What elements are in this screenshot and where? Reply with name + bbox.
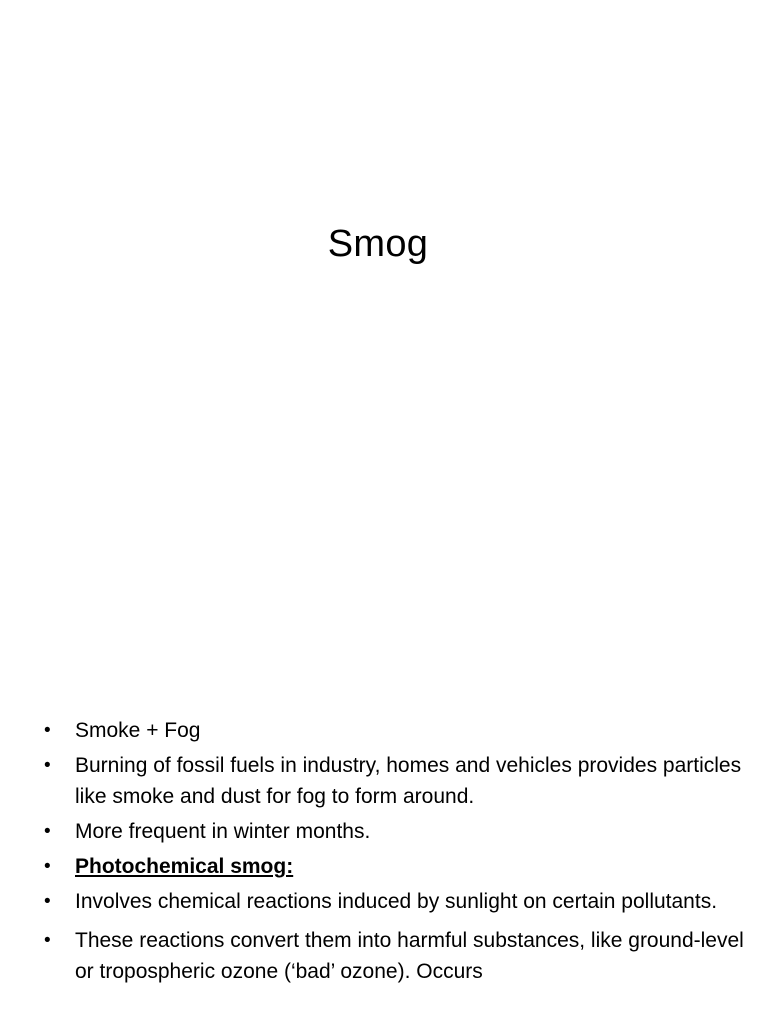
bullet-icon: • bbox=[44, 821, 51, 842]
bullet-icon: • bbox=[44, 720, 51, 741]
bullet-text: Involves chemical reactions induced by sunlight on certain pollutants. bbox=[75, 890, 718, 913]
bullet-item-photochemical-heading bbox=[44, 851, 744, 882]
bullet-item-ozone bbox=[44, 925, 744, 987]
bullet-text: These reactions convert them into harmful substances, like ground-level or tropospheric ozone (‘bad’ ozone). Occurs bbox=[75, 929, 744, 983]
bullet-item-winter bbox=[44, 816, 744, 847]
bullet-item-chemical-reactions bbox=[44, 886, 744, 917]
photochemical-smog-heading: Photochemical smog: bbox=[75, 855, 294, 878]
bullet-text: Burning of fossil fuels in industry, homes and vehicles provides particles like smoke and dust for fog to form around. bbox=[75, 754, 742, 808]
slide-title: Smog bbox=[327, 223, 429, 265]
bullet-list bbox=[44, 715, 744, 991]
bullet-text: Smoke + Fog bbox=[75, 719, 201, 742]
bullet-icon: • bbox=[44, 891, 51, 912]
bullet-text: More frequent in winter months. bbox=[75, 820, 371, 843]
bullet-icon: • bbox=[44, 856, 51, 877]
bullet-item-smoke-fog bbox=[44, 715, 744, 746]
bullet-item-fossil-fuels bbox=[44, 750, 744, 812]
bullet-icon: • bbox=[44, 755, 51, 776]
bullet-icon: • bbox=[44, 930, 51, 951]
